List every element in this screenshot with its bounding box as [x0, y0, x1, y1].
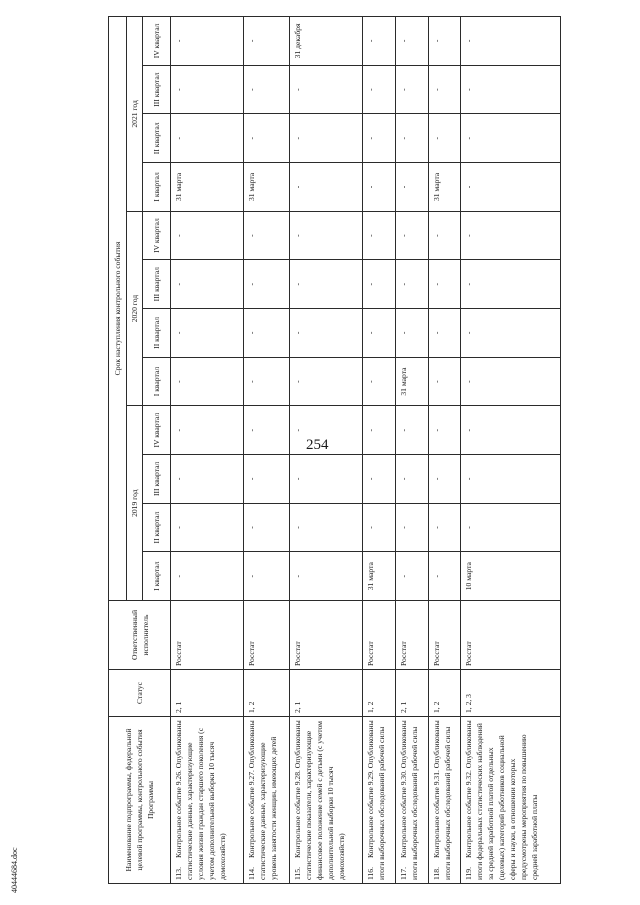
quarter-cell: 31 декабря — [290, 17, 363, 66]
responsible-cell: Росстат — [290, 601, 363, 670]
header-quarter: II квартал — [143, 503, 171, 552]
quarter-cell: - — [243, 503, 289, 552]
quarter-cell: - — [290, 163, 363, 212]
quarter-cell: - — [362, 114, 395, 163]
responsible-cell: Росстат — [461, 601, 561, 670]
quarter-cell: - — [461, 503, 561, 552]
quarter-cell: - — [395, 65, 428, 114]
status-cell: 1, 2 — [362, 670, 395, 717]
header-quarter: IV квартал — [143, 17, 171, 66]
quarter-cell: - — [362, 17, 395, 66]
quarter-cell: - — [362, 357, 395, 406]
quarter-cell: - — [395, 406, 428, 455]
quarter-cell: - — [290, 357, 363, 406]
quarter-cell: 31 марта — [171, 163, 244, 212]
quarter-cell: - — [290, 406, 363, 455]
status-cell: 2, 1 — [290, 670, 363, 717]
quarter-cell: - — [243, 17, 289, 66]
rotated-table-container — [108, 16, 561, 884]
header-quarter: I квартал — [143, 357, 171, 406]
responsible-cell: Росстат — [243, 601, 289, 670]
quarter-cell: - — [395, 503, 428, 552]
status-cell: 2, 1 — [171, 670, 244, 717]
quarter-cell: - — [395, 17, 428, 66]
quarter-cell: - — [290, 503, 363, 552]
quarter-cell: - — [461, 65, 561, 114]
quarter-cell: - — [243, 357, 289, 406]
quarter-cell: - — [428, 260, 461, 309]
quarter-cell: - — [290, 114, 363, 163]
event-name-cell: 113.Контрольное событие 9.26. Опубликованы статистические данные, характеризующие условия жизни граждан старшего поколения (с учетом дополнительной выборки 10 тысяч домохозяйств) — [171, 717, 244, 884]
quarter-cell: - — [428, 114, 461, 163]
status-cell: 1, 2 — [243, 670, 289, 717]
header-quarter: III квартал — [143, 455, 171, 504]
quarter-cell: - — [362, 309, 395, 358]
quarter-cell: - — [243, 260, 289, 309]
table-row — [395, 17, 428, 884]
responsible-cell: Росстат — [171, 601, 244, 670]
table-row — [362, 17, 395, 884]
header-deadline: Срок наступления контрольного события — [109, 17, 127, 601]
footer-filename: 40444684.doc — [10, 847, 19, 893]
quarter-cell: - — [171, 260, 244, 309]
quarter-cell: - — [395, 552, 428, 601]
quarter-cell: - — [428, 503, 461, 552]
page-number: 254 — [306, 437, 329, 453]
header-responsible: Ответственный исполнитель — [109, 601, 171, 670]
quarter-cell: - — [428, 552, 461, 601]
quarter-cell: 10 марта — [461, 552, 561, 601]
header-quarter: II квартал — [143, 309, 171, 358]
quarter-cell: - — [290, 211, 363, 260]
quarter-cell: - — [243, 552, 289, 601]
responsible-cell: Росстат — [395, 601, 428, 670]
quarter-cell: - — [243, 211, 289, 260]
quarter-cell: 31 марта — [395, 357, 428, 406]
quarter-cell: - — [461, 357, 561, 406]
quarter-cell: - — [243, 406, 289, 455]
quarter-cell: - — [428, 309, 461, 358]
quarter-cell: - — [428, 211, 461, 260]
event-name-cell: 117.Контрольное событие 9.30. Опубликованы итоги выборочных обследований рабочей силы — [395, 717, 428, 884]
quarter-cell: - — [395, 211, 428, 260]
header-quarter: I квартал — [143, 163, 171, 212]
quarter-cell: - — [461, 455, 561, 504]
quarter-cell: - — [428, 357, 461, 406]
quarter-cell: - — [290, 65, 363, 114]
quarter-cell: - — [362, 455, 395, 504]
header-quarter: III квартал — [143, 65, 171, 114]
quarter-cell: - — [428, 65, 461, 114]
header-name: Наименование подпрограммы, федеральной целевой программы, контрольного события Программы — [109, 717, 171, 884]
header-quarter: IV квартал — [143, 211, 171, 260]
event-name-cell: 114.Контрольное событие 9.27. Опубликованы статистические данные, характеризующие уровень занятости женщин, имеющих детей — [243, 717, 289, 884]
header-year-2019: 2019 год — [127, 406, 143, 601]
quarter-cell: - — [171, 357, 244, 406]
quarter-cell: - — [171, 17, 244, 66]
control-events-table — [108, 16, 561, 884]
header-quarter: I квартал — [143, 552, 171, 601]
quarter-cell: - — [395, 455, 428, 504]
status-cell: 1, 2, 3 — [461, 670, 561, 717]
quarter-cell: 31 марта — [362, 552, 395, 601]
quarter-cell: - — [171, 552, 244, 601]
quarter-cell: - — [461, 309, 561, 358]
quarter-cell: - — [428, 406, 461, 455]
quarter-cell: - — [171, 211, 244, 260]
header-quarter: III квартал — [143, 260, 171, 309]
quarter-cell: - — [461, 406, 561, 455]
quarter-cell: - — [171, 455, 244, 504]
quarter-cell: - — [362, 211, 395, 260]
quarter-cell: - — [243, 65, 289, 114]
quarter-cell: - — [362, 163, 395, 212]
quarter-cell: - — [171, 114, 244, 163]
header-status: Статус — [109, 670, 171, 717]
table-row — [428, 17, 461, 884]
quarter-cell: - — [290, 455, 363, 504]
quarter-cell: - — [461, 17, 561, 66]
quarter-cell: - — [428, 455, 461, 504]
quarter-cell: - — [461, 260, 561, 309]
status-cell: 2, 1 — [395, 670, 428, 717]
header-year-2021: 2021 год — [127, 17, 143, 212]
quarter-cell: - — [243, 114, 289, 163]
quarter-cell: - — [362, 503, 395, 552]
quarter-cell: 31 марта — [428, 163, 461, 212]
quarter-cell: - — [290, 552, 363, 601]
table-row — [290, 17, 363, 884]
quarter-cell: - — [362, 260, 395, 309]
quarter-cell: - — [290, 309, 363, 358]
quarter-cell: - — [362, 65, 395, 114]
quarter-cell: - — [171, 65, 244, 114]
quarter-cell: - — [290, 260, 363, 309]
quarter-cell: - — [171, 503, 244, 552]
event-name-cell: 116.Контрольное событие 9.29. Опубликованы итоги выборочных обследований рабочей силы — [362, 717, 395, 884]
quarter-cell: - — [461, 114, 561, 163]
quarter-cell: - — [362, 406, 395, 455]
responsible-cell: Росстат — [362, 601, 395, 670]
quarter-cell: - — [428, 17, 461, 66]
table-row — [171, 17, 244, 884]
table-row — [461, 17, 561, 884]
quarter-cell: - — [171, 406, 244, 455]
quarter-cell: - — [243, 455, 289, 504]
quarter-cell: - — [243, 309, 289, 358]
event-name-cell: 115.Контрольное событие 9.28. Опубликованы статистические показатели, характеризующие финансовое положение семей с детьми (с учетом дополнительной выборки 10 тысяч домохозяйств) — [290, 717, 363, 884]
header-year-2020: 2020 год — [127, 211, 143, 406]
quarter-cell: - — [395, 163, 428, 212]
table-row — [243, 17, 289, 884]
header-quarter: II квартал — [143, 114, 171, 163]
quarter-cell: - — [461, 211, 561, 260]
quarter-cell: 31 марта — [243, 163, 289, 212]
quarter-cell: - — [395, 114, 428, 163]
status-cell: 1, 2 — [428, 670, 461, 717]
quarter-cell: - — [395, 309, 428, 358]
responsible-cell: Росстат — [428, 601, 461, 670]
event-name-cell: 119.Контрольное событие 9.32. Опубликованы итоги федеральных статистических наблюдений за средней заработной платой отдельных (целевых) категорий работников социальной сферы и науки, в отношении которых предусмотрены мероприятия по повышению средней заработной платы — [461, 717, 561, 884]
quarter-cell: - — [171, 309, 244, 358]
quarter-cell: - — [395, 260, 428, 309]
quarter-cell: - — [461, 163, 561, 212]
event-name-cell: 118.Контрольное событие 9.31. Опубликованы итоги выборочных обследований рабочей силы — [428, 717, 461, 884]
header-quarter: IV квартал — [143, 406, 171, 455]
